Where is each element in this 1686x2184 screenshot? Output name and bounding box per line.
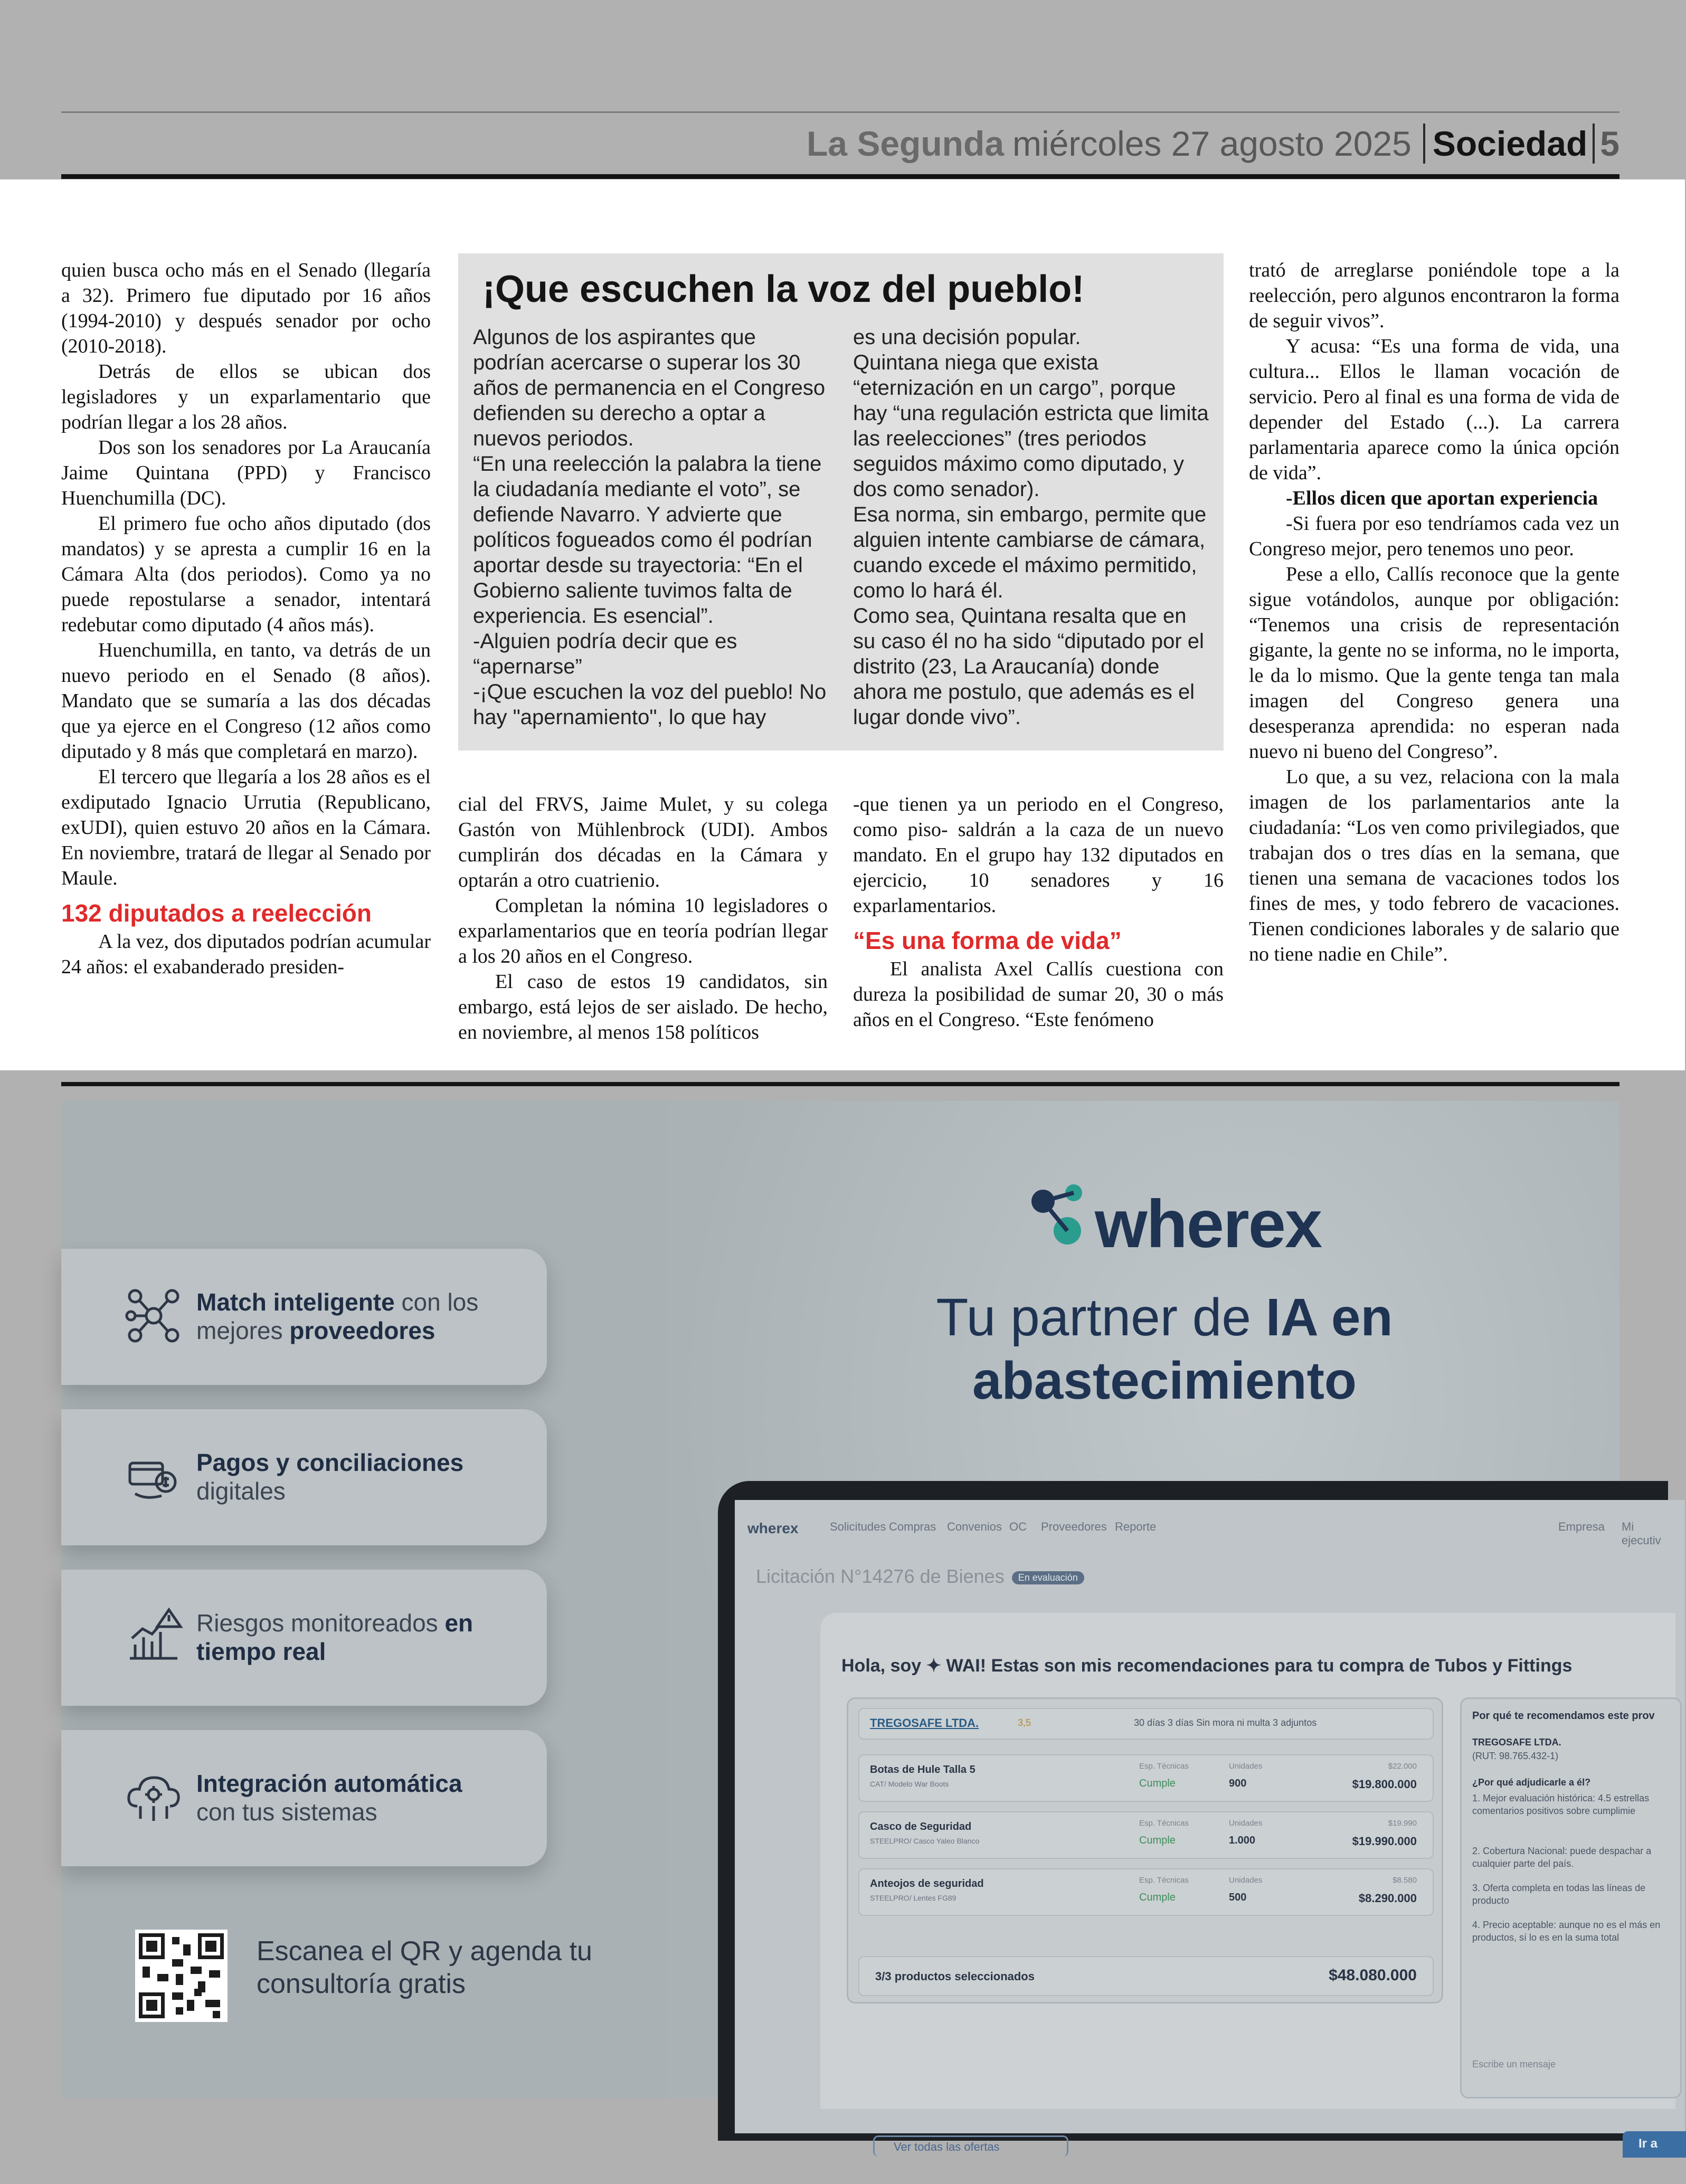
paragraph: -Si fuera por eso tendríamos cada vez un Congreso mejor, pero tenemos uno peor.	[1249, 512, 1619, 560]
product-name: Casco de Seguridad	[870, 1821, 972, 1832]
box-paragraph: -Alguien podría decir que es “apernarse”	[473, 630, 737, 678]
box-paragraph: Quintana niega que exista “eternización en un cargo”, porque hay “una regulación estricta que limita las reelecciones” (tres periodos seguidos máximo como diputado, y dos como senador).	[853, 351, 1209, 501]
subheading: 132 diputados a reelección	[61, 899, 372, 927]
side-supplier: TREGOSAFE LTDA.	[1472, 1737, 1561, 1748]
spec-label: Esp. Técnicas	[1139, 1819, 1189, 1828]
sidebar-box	[458, 253, 1224, 751]
nav-item[interactable]: Mi ejecutiv	[1622, 1520, 1661, 1547]
product-row[interactable]	[858, 1811, 1434, 1859]
selection-summary	[858, 1956, 1434, 1996]
side-point: 2. Cobertura Nacional: puede despachar a cualquier parte del país.	[1472, 1846, 1652, 1869]
paragraph: Pese a ello, Callís reconoce que la gente sigue votándolos, aunque por obligación: “Tenemos una crisis de representación gigante, la gente no se informa, no le importa, le da lo mismo. Que la gente tenga tan mala imagen del Congreso genera una desesperanza aprendida: no esperan nada nuevo ni bueno del Congreso”.	[1249, 563, 1619, 763]
paragraph: El tercero que llegaría a los 28 años es el exdiputado Ignacio Urrutia (Republicano, exUDI), quien estuvo 20 años en la Cámara. En noviembre, tratará de llegar al Senado por Maule.	[61, 766, 431, 889]
paragraph: Completan la nómina 10 legisladores o exparlamentarios que en teoría podrían llegar a los 20 años en el Congreso.	[458, 895, 828, 967]
supplier-row[interactable]	[858, 1708, 1434, 1740]
risk-chart-icon	[125, 1608, 183, 1666]
feature-bold: en tiempo real	[196, 1609, 473, 1665]
paragraph: Dos son los senadores por La Araucanía Jaime Quintana (PPD) y Francisco Huenchumilla (DC).	[61, 436, 431, 509]
ad-tagline	[821, 1286, 1508, 1412]
box-paragraph: es una decisión popular.	[853, 326, 1081, 349]
units-value: 1.000	[1229, 1835, 1256, 1846]
feature-card	[61, 1409, 547, 1545]
feature-normal: con los mejores	[196, 1288, 479, 1344]
supplier-meta: 30 días 3 días Sin mora ni multa 3 adjuntos	[1134, 1717, 1317, 1728]
view-all-offers-button[interactable]	[873, 2135, 1068, 2157]
rating: 3,5	[1018, 1717, 1031, 1728]
box-title: ¡Que escuchen la voz del pueblo!	[482, 268, 1085, 310]
message-input[interactable]: Escribe un mensaje	[1472, 2059, 1556, 2069]
feature-text	[196, 1288, 534, 1345]
paragraph: El analista Axel Callís cuestiona con dureza la posibilidad de sumar 20, 30 o más años en el Congreso. “Este fenómeno	[853, 958, 1224, 1031]
product-name: Anteojos de seguridad	[870, 1878, 984, 1889]
page-number: 5	[1600, 124, 1619, 163]
selected-count: 3/3 productos seleccionados	[875, 1970, 1035, 1983]
paragraph: Lo que, a su vez, relaciona con la mala imagen de los parlamentarios ante la ciudadanía: “Los ven como privilegiados, que trabajan dos o tres días en la semana, que tienen una semana de vacaciones todos los fines de mes, y todo febrero de vacaciones. Tienen condiciones laborales y de salario que no tiene nadie en Chile”.	[1249, 766, 1619, 965]
row-price: $19.800.000	[1352, 1778, 1417, 1791]
total-price: $48.080.000	[1329, 1967, 1417, 1984]
spec-label: Esp. Técnicas	[1139, 1762, 1189, 1771]
article-column-1	[61, 258, 431, 1049]
cloud-gear-icon	[125, 1768, 183, 1826]
feature-card	[61, 1249, 547, 1385]
units-label: Unidades	[1229, 1876, 1263, 1885]
app-brand: wherex	[747, 1520, 799, 1536]
action-button[interactable]	[1623, 2131, 1686, 2158]
box-paragraph: Como sea, Quintana resalta que en su caso él no ha sido “diputado por el distrito (23, La Araucanía) donde ahora me postulo, que además es el lugar donde vivo”.	[853, 604, 1204, 729]
feature-text	[196, 1448, 534, 1505]
nav-item[interactable]: Compras	[889, 1520, 936, 1533]
ad-separator-rule	[61, 1082, 1619, 1086]
nav-item[interactable]: Proveedores	[1041, 1520, 1107, 1533]
row-price: $8.290.000	[1358, 1892, 1417, 1905]
unit-price: $19.990	[1388, 1819, 1417, 1828]
logo-molecule-icon	[1027, 1180, 1096, 1249]
article-column-4	[1249, 258, 1619, 1049]
qr-caption: Escanea el QR y agenda tu consultoría gratis	[257, 1936, 592, 1999]
row-price: $19.990.000	[1352, 1835, 1417, 1848]
units-value: 900	[1229, 1778, 1247, 1789]
side-point: 4. Precio aceptable: aunque no es el más en productos, sí lo es en la suma total	[1472, 1920, 1661, 1943]
nav-item[interactable]: Convenios	[947, 1520, 1002, 1533]
paragraph: Huenchumilla, en tanto, va detrás de un nuevo periodo en el Senado (8 años). Mandato que se sumaría a las dos décadas que ya ejerce en el Congreso (12 años como diputado y 8 más que completará en marzo).	[61, 639, 431, 763]
paragraph: A la vez, dos diputados podrían acumular 24 años: el exabanderado presiden-	[61, 930, 431, 978]
feature-normal: Riesgos monitoreados	[196, 1609, 445, 1637]
recommendation-sidebar	[1460, 1697, 1682, 2098]
side-point: 3. Oferta completa en todas las líneas de producto	[1472, 1883, 1646, 1906]
newspaper-brand: La Segunda	[806, 124, 1005, 163]
spec-label: Esp. Técnicas	[1139, 1876, 1189, 1885]
spec-status: Cumple	[1139, 1892, 1176, 1903]
unit-price: $22.000	[1388, 1762, 1417, 1771]
units-label: Unidades	[1229, 1762, 1263, 1771]
payment-icon	[125, 1447, 183, 1505]
box-paragraph: “En una reelección la palabra la tiene la ciudadanía mediante el voto”, se defiende Navarro. Y advierte que políticos fogueados como él podrían aportar desde su trayectoria: “En el Gobierno saliente tuvimos falta de experiencia. Es esencial”.	[473, 452, 822, 628]
header-bottom-rule	[61, 174, 1619, 179]
question: -Ellos dicen que aportan experiencia	[1286, 487, 1598, 509]
header-divider	[1593, 124, 1595, 164]
supplier-name[interactable]: TREGOSAFE LTDA.	[870, 1716, 979, 1730]
view-all-label: Ver todas las ofertas	[894, 2140, 1000, 2153]
box-column-left	[473, 325, 832, 730]
box-paragraph: Algunos de los aspirantes que podrían acercarse o superar los 30 años de permanencia en el Congreso defienden su derecho a optar a nuevos periodos.	[473, 326, 826, 450]
subheading: “Es una forma de vida”	[853, 927, 1122, 954]
network-icon	[125, 1287, 183, 1345]
issue-date: miércoles 27 agosto 2025	[1012, 124, 1412, 163]
side-question: ¿Por qué adjudicarle a él?	[1472, 1777, 1591, 1788]
wherex-logo	[1027, 1180, 1355, 1262]
article-column-2	[458, 792, 828, 1056]
side-rut: (RUT: 98.765.432-1)	[1472, 1751, 1559, 1761]
header-top-rule	[61, 111, 1619, 113]
side-point: 1. Mejor evaluación histórica: 4.5 estrellas comentarios positivos sobre cumplimie	[1472, 1793, 1650, 1816]
spec-status: Cumple	[1139, 1778, 1176, 1789]
product-sub: CAT/ Modelo War Boots	[870, 1780, 949, 1788]
action-label: Ir a	[1638, 2136, 1658, 2151]
feature-bold: Pagos y conciliaciones	[196, 1449, 464, 1476]
tagline-bold: IA en abastecimiento	[972, 1288, 1393, 1410]
feature-bold: Integración automática	[196, 1770, 462, 1797]
qr-code[interactable]	[135, 1930, 228, 2022]
units-label: Unidades	[1229, 1819, 1263, 1828]
paragraph: quien busca ocho más en el Senado (llegaría a 32). Primero fue diputado por 16 años (1994-2010) y después senador por ocho (2010-2018).	[61, 259, 431, 357]
product-sub: STEELPRO/ Lentes FG89	[870, 1894, 956, 1902]
paragraph: -que tienen ya un periodo en el Congreso, como piso- saldrán a la caza de un nuevo mandato. En el grupo hay 132 diputados en ejercicio, 10 senadores y 16 exparlamentarios.	[853, 793, 1224, 917]
side-title: Por qué te recomendamos este prov	[1472, 1710, 1655, 1722]
nav-item[interactable]: OC	[1009, 1520, 1027, 1533]
licitacion-text: Licitación N°14276 de Bienes	[756, 1565, 1005, 1587]
paragraph: El caso de estos 19 candidatos, sin embargo, está lejos de ser aislado. De hecho, en noviembre, al menos 158 políticos	[458, 971, 828, 1043]
licitacion-title	[756, 1565, 1084, 1588]
unit-price: $8.580	[1393, 1876, 1417, 1885]
feature-card	[61, 1570, 547, 1706]
product-name: Botas de Hule Talla 5	[870, 1764, 975, 1775]
assistant-greeting: Hola, soy ✦ WAI! Estas son mis recomendaciones para tu compra de Tubos y Fittings	[841, 1656, 1573, 1676]
box-paragraph: -¡Que escuchen la voz del pueblo! No hay "apernamiento", lo que hay	[473, 680, 827, 729]
paragraph: cial del FRVS, Jaime Mulet, y su colega Gastón von Mühlenbrock (UDI). Ambos cumplirán dos décadas en la Cámara y optarán a otro cuatrienio.	[458, 793, 828, 891]
product-sub: STEELPRO/ Casco Yaleo Blanco	[870, 1837, 980, 1845]
feature-text	[196, 1609, 534, 1666]
product-row[interactable]	[858, 1868, 1434, 1916]
nav-item[interactable]: Solicitudes	[830, 1520, 886, 1533]
logo-wordmark: wherex	[1095, 1186, 1322, 1262]
status-badge: En evaluación	[1012, 1571, 1084, 1584]
feature-text	[196, 1769, 534, 1826]
tagline-text: Tu partner de	[936, 1288, 1266, 1347]
paragraph: trató de arreglarse poniéndole tope a la reelección, pero algunos encontraron la forma de seguir vivos”.	[1249, 259, 1619, 332]
feature-normal: digitales	[196, 1477, 286, 1505]
feature-bold: Match inteligente	[196, 1288, 395, 1316]
nav-item[interactable]: Empresa	[1558, 1520, 1605, 1533]
units-value: 500	[1229, 1892, 1247, 1903]
header-divider	[1423, 124, 1425, 164]
advertisement	[61, 1101, 1661, 2153]
section-name: Sociedad	[1432, 124, 1588, 163]
box-paragraph: Esa norma, sin embargo, permite que alguien intente cambiarse de cámara, cuando excede el máximo permitido, como lo hará él.	[853, 503, 1207, 602]
article-column-3	[853, 792, 1224, 1056]
paragraph: El primero fue ocho años diputado (dos mandatos) y se apresta a cumplir 16 en la Cámara Alta (dos periodos). Como ya no puede repostularse a senador, intentará redebutar como diputado (4 años más).	[61, 512, 431, 636]
paragraph: Y acusa: “Es una forma de vida, una cultura... Ellos le llaman vocación de servicio. Pero al final es una forma de vida de depender del Estado (...). La carrera parlamentaria aparece como la única opción de vida”.	[1249, 335, 1619, 484]
spec-status: Cumple	[1139, 1835, 1176, 1846]
product-row[interactable]	[858, 1754, 1434, 1802]
paragraph: Detrás de ellos se ubican dos legisladores y un exparlamentario que podrían llegar a los 28 años.	[61, 360, 431, 433]
feature-bold: proveedores	[289, 1317, 435, 1344]
feature-card	[61, 1730, 547, 1866]
box-column-right	[853, 325, 1212, 730]
feature-normal: con tus sistemas	[196, 1798, 377, 1826]
nav-item[interactable]: Reporte	[1115, 1520, 1157, 1533]
page-header	[61, 115, 1619, 172]
app-navbar	[745, 1508, 1674, 1551]
